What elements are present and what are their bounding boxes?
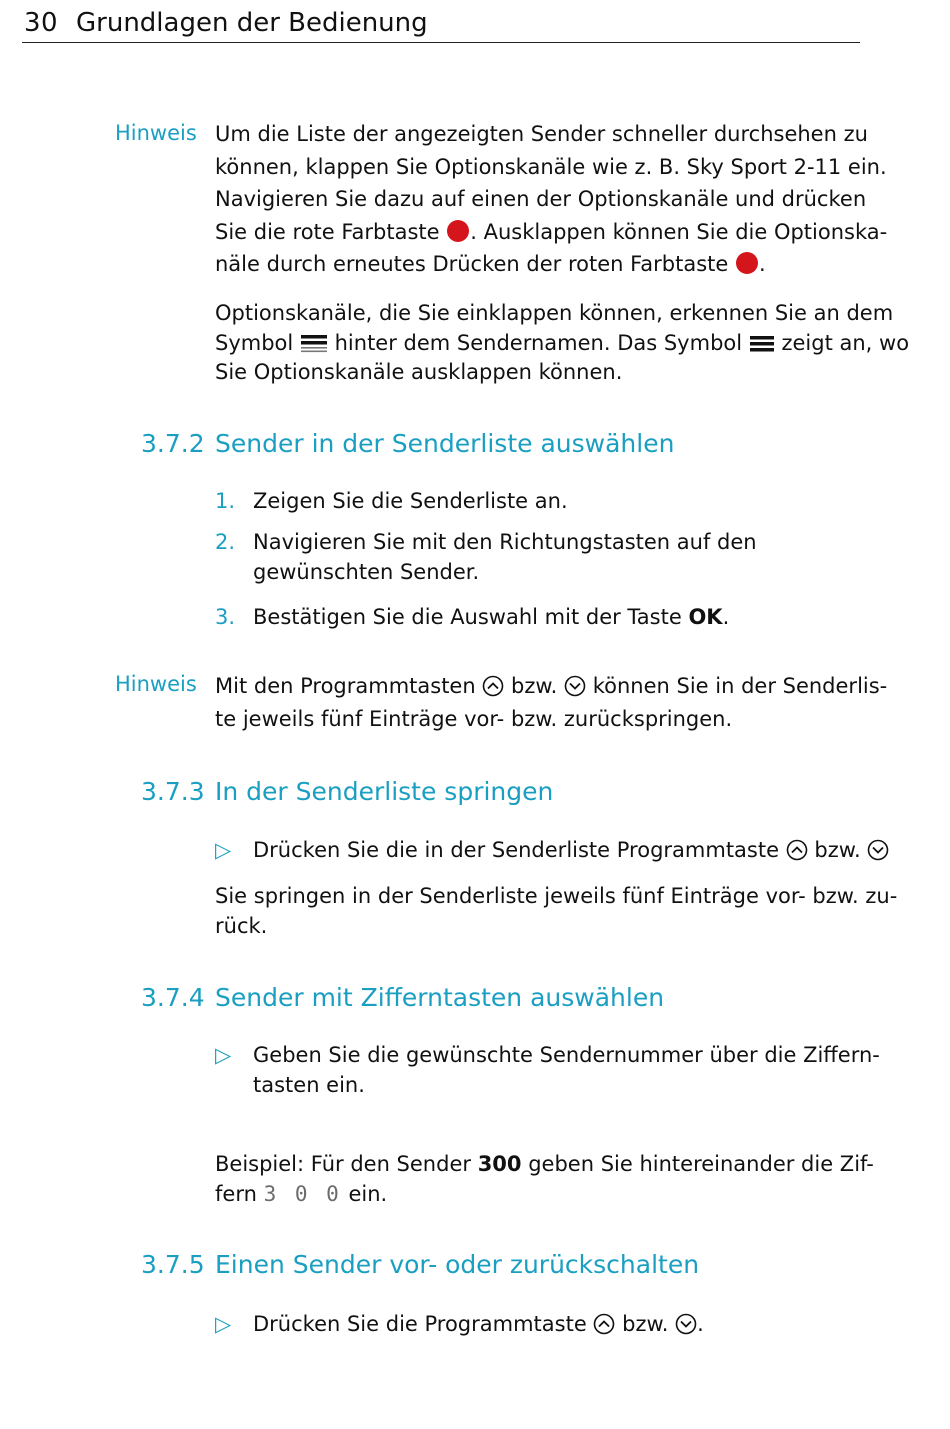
note-fragment: Symbol: [215, 330, 294, 355]
action-step: [253, 1041, 880, 1100]
note-fragment: zeigt an, wo: [781, 330, 910, 355]
note-text: [215, 670, 888, 735]
step-text: Geben Sie die gewünschte Sendernummer über die Ziffern-: [253, 1043, 880, 1067]
note-fragment: können Sie in der Senderlis-: [592, 674, 888, 698]
step-fragment: bzw.: [814, 838, 861, 862]
note-fragment: näle durch erneutes Drücken der roten Farbtaste: [215, 252, 729, 276]
note-line: Optionskanäle, die Sie einklappen können, erkennen Sie an dem: [215, 301, 894, 325]
example-fragment: Beispiel: Für den Sender: [215, 1152, 471, 1176]
section-number: 3.7.4: [141, 983, 205, 1012]
list-item-number: [215, 528, 235, 558]
step-text: tasten ein.: [253, 1072, 365, 1097]
example-fragment: ein.: [348, 1181, 388, 1206]
list-item-number: [215, 603, 235, 633]
program-down-icon: [867, 839, 889, 861]
step-text: [253, 603, 729, 633]
note-line: Navigieren Sie dazu auf einen der Optionskanäle und drücken: [215, 187, 867, 211]
note-fragment: Sie die rote Farbtaste: [215, 219, 440, 244]
result-line: Sie springen in der Senderliste jeweils fünf Einträge vor- bzw. zu-: [215, 884, 898, 908]
chapter-title: Grundlagen der Bedienung: [76, 8, 428, 38]
note-label: Hinweis: [115, 121, 197, 145]
section-title: In der Senderliste springen: [215, 777, 554, 806]
step-number: 1.: [215, 489, 236, 513]
program-down-icon: [675, 1313, 697, 1335]
section-number: 3.7.3: [141, 777, 205, 806]
red-color-key-icon: [736, 252, 758, 274]
list-item: [253, 528, 757, 587]
expand-list-icon: [749, 332, 775, 354]
section-number: 3.7.5: [141, 1250, 205, 1279]
note-paragraph: [215, 299, 910, 388]
note-fragment: Mit den Programmtasten: [215, 674, 476, 698]
section-title: Einen Sender vor- oder zurückschalten: [215, 1250, 700, 1279]
digit-keys: 3 0 0: [263, 1181, 342, 1206]
channel-number: 300: [477, 1152, 522, 1176]
step-fragment: bzw.: [622, 1312, 669, 1336]
step-text: gewünschten Sender.: [253, 559, 480, 584]
action-step: [253, 836, 889, 866]
example-text: [215, 1150, 874, 1209]
page-number: 30: [24, 8, 59, 38]
action-bullet-icon: ▷: [215, 1312, 232, 1336]
step-fragment: Bestätigen Sie die Auswahl mit der Taste: [253, 605, 682, 629]
page-header: [22, 4, 860, 43]
example-line: [215, 1150, 874, 1180]
section-number: 3.7.2: [141, 429, 205, 458]
program-up-icon: [482, 675, 504, 697]
note-line: Sie Optionskanäle ausklappen können.: [215, 360, 623, 384]
note-line: [215, 670, 888, 703]
step-fragment: Drücken Sie die Programmtaste: [253, 1312, 587, 1336]
note-line: können, klappen Sie Optionskanäle wie z. B. Sky Sport 2-11 ein.: [215, 154, 887, 179]
program-up-icon: [786, 839, 808, 861]
collapse-list-icon: [300, 332, 328, 354]
note-fragment: hinter dem Sendernamen. Das Symbol: [334, 330, 743, 355]
step-fragment: Drücken Sie die in der Senderliste Programmtaste: [253, 838, 780, 862]
step-text: Zeigen Sie die Senderliste an.: [253, 489, 568, 513]
note-line: [215, 248, 865, 281]
note-line: [215, 216, 888, 249]
action-bullet-icon: ▷: [215, 1043, 232, 1067]
section-title: Sender mit Zifferntasten auswählen: [215, 983, 665, 1012]
list-item: [253, 603, 729, 633]
note-fragment: . Ausklappen können Sie die Optionska-: [470, 219, 888, 244]
example-line: [215, 1180, 865, 1210]
ok-key-label: OK: [688, 605, 723, 629]
step-fragment: .: [697, 1312, 704, 1336]
step-text: [253, 1310, 704, 1340]
result-line: rück.: [215, 913, 268, 938]
note-line: Um die Liste der angezeigten Sender schneller durchsehen zu: [215, 122, 868, 146]
note-text: [215, 118, 888, 281]
note-fragment: bzw.: [511, 674, 558, 698]
red-color-key-icon: [447, 220, 469, 242]
result-text: [215, 882, 898, 941]
step-number: 2.: [215, 530, 236, 554]
list-item: [253, 487, 568, 517]
example-fragment: fern: [215, 1181, 257, 1206]
action-bullet-icon: ▷: [215, 838, 232, 862]
note-fragment: .: [759, 252, 766, 276]
step-number: 3.: [215, 605, 236, 629]
step-fragment: .: [722, 605, 730, 629]
step-text: Navigieren Sie mit den Richtungstasten auf den: [253, 530, 757, 554]
example-fragment: geben Sie hintereinander die Zif-: [528, 1152, 874, 1176]
action-step: [253, 1310, 704, 1340]
program-up-icon: [593, 1313, 615, 1335]
program-down-icon: [564, 675, 586, 697]
note-line: [215, 329, 910, 359]
note-line: te jeweils fünf Einträge vor- bzw. zurückspringen.: [215, 706, 733, 731]
list-item-number: [215, 487, 235, 517]
note-label: Hinweis: [115, 672, 197, 696]
section-title: Sender in der Senderliste auswählen: [215, 429, 675, 458]
step-text: [253, 836, 889, 866]
